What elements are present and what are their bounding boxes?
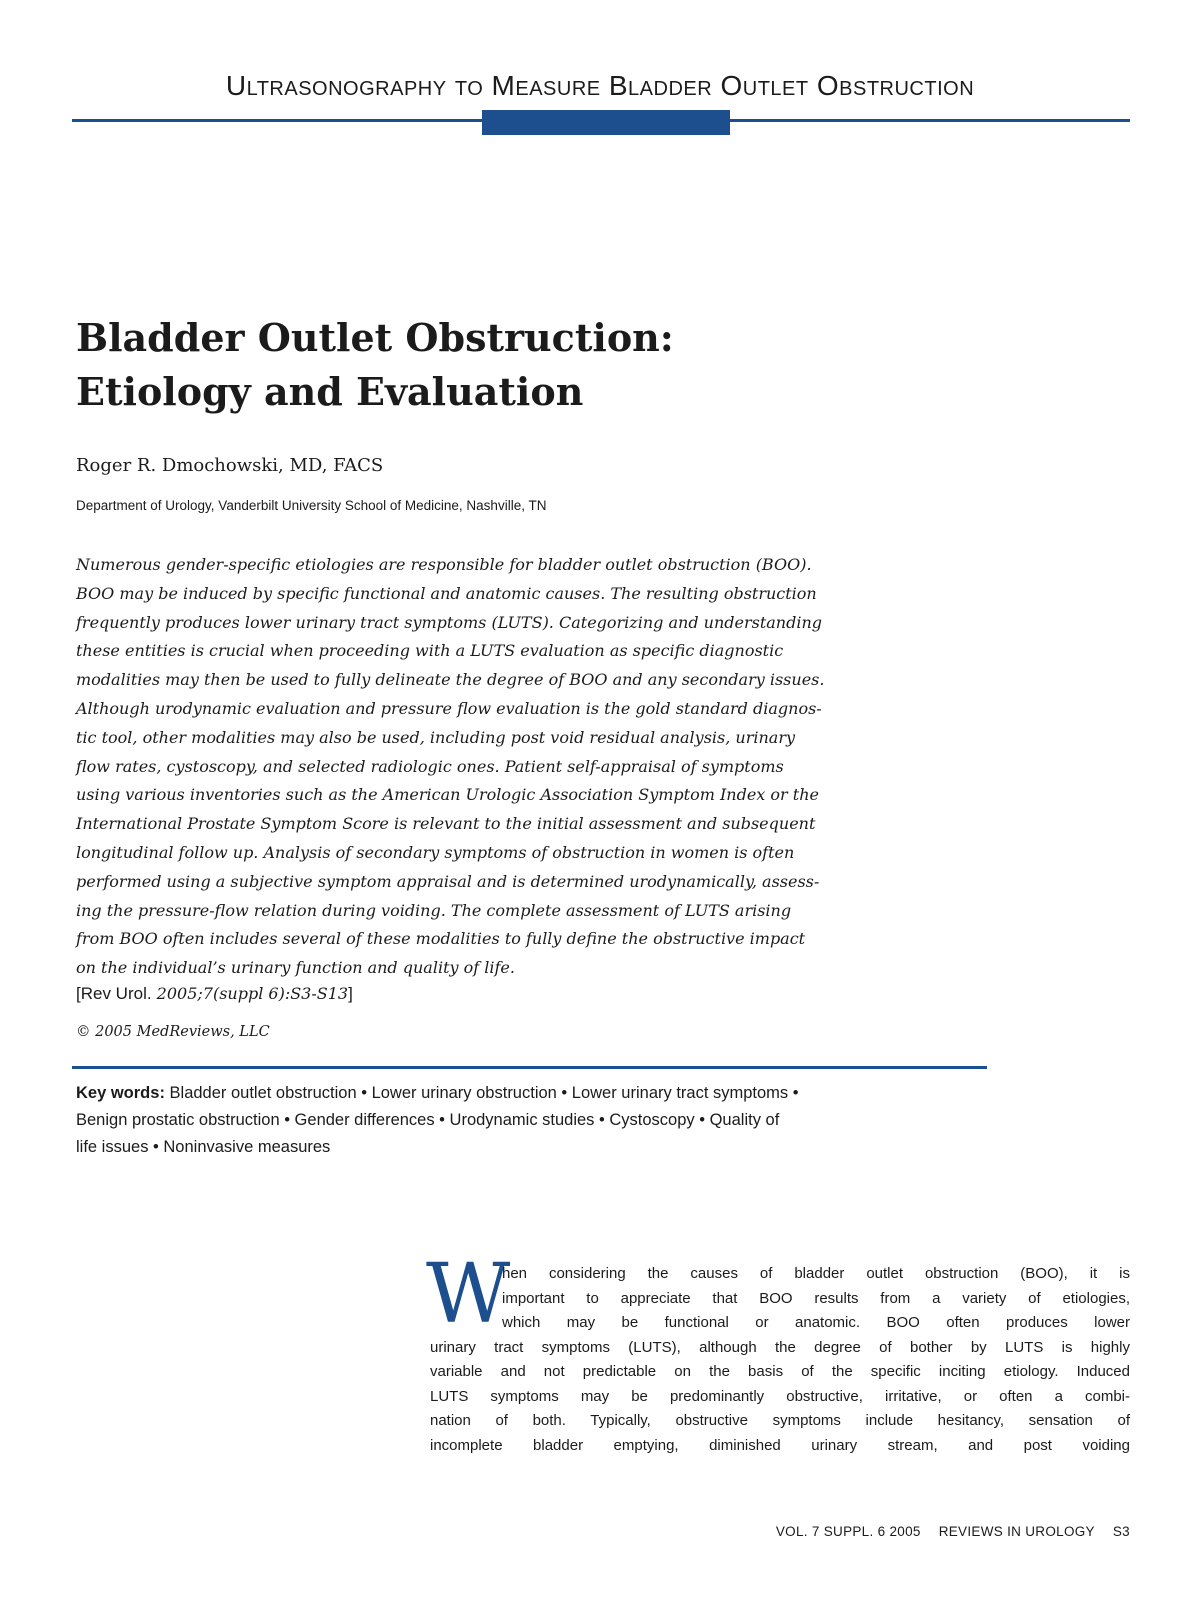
abstract-line: Although urodynamic evaluation and pressure flow evaluation is the gold standard diagnos-: [76, 698, 822, 718]
title-line-1: Bladder Outlet Obstruction:: [76, 315, 674, 360]
abstract-line: tic tool, other modalities may also be used, including post void residual analysis, urinary: [76, 727, 795, 747]
abstract-line: frequently produces lower urinary tract symptoms (LUTS). Categorizing and understanding: [76, 612, 823, 632]
abstract-line: performed using a subjective symptom appraisal and is determined urodynamically, assess-: [76, 871, 820, 891]
abstract-line: Numerous gender-specific etiologies are responsible for bladder outlet obstruction (BOO).: [76, 555, 812, 574]
body-line: variable and not predictable on the basis of the specific inciting etiology. Induced: [430, 1363, 1130, 1380]
abstract-line: modalities may then be used to fully delineate the degree of BOO and any secondary issues.: [76, 670, 825, 690]
body-line: LUTS symptoms may be predominantly obstructive, irritative, or often a combi-: [430, 1387, 1130, 1405]
keywords-line-1: [76, 1080, 986, 1107]
citation-open: [Rev Urol.: [76, 984, 152, 1003]
footer-journal: REVIEWS IN UROLOGY: [938, 1524, 1095, 1539]
keywords-line-2: Benign prostatic obstruction • Gender differences • Urodynamic studies • Cystoscopy • Quality of: [76, 1111, 780, 1129]
abstract-line: from BOO often includes several of these modalities to fully define the obstructive impact: [76, 929, 806, 949]
keywords: [76, 1080, 986, 1161]
footer-page-number: S3: [1112, 1524, 1130, 1539]
abstract-line: ing the pressure-flow relation during voiding. The complete assessment of LUTS arising: [76, 900, 792, 920]
citation-close: ]: [348, 984, 353, 1003]
body-line: important to appreciate that BOO results from a variety of etiologies,: [502, 1289, 1130, 1307]
body-line: which may be functional or anatomic. BOO often produces lower: [502, 1314, 1130, 1331]
abstract: [76, 551, 986, 983]
page-footer: [758, 1524, 1130, 1539]
affiliation: Department of Urology, Vanderbilt University School of Medicine, Nashville, TN: [76, 498, 547, 513]
keywords-line-3: life issues • Noninvasive measures: [76, 1138, 331, 1156]
keywords-label: Key words:: [76, 1084, 165, 1102]
abstract-line: on the individual’s urinary function and quality of life.: [76, 958, 515, 978]
drop-cap: W: [426, 1247, 511, 1342]
abstract-line: flow rates, cystoscopy, and selected radiologic ones. Patient self-appraisal of symptoms: [76, 756, 784, 776]
citation-ref: 2005;7(suppl 6):S3-S13: [151, 984, 349, 1003]
body-line: nation of both. Typically, obstructive symptoms include hesitancy, sensation of: [430, 1412, 1130, 1429]
author: Roger R. Dmochowski, MD, FACS: [76, 455, 384, 476]
copyright: © 2005 MedReviews, LLC: [76, 1024, 270, 1040]
footer-volume: VOL. 7 SUPPL. 6 2005: [775, 1524, 921, 1539]
body-line: incomplete bladder emptying, diminished urinary stream, and post voiding: [430, 1436, 1130, 1454]
title-line-2: Etiology and Evaluation: [76, 369, 584, 414]
abstract-line: longitudinal follow up. Analysis of secondary symptoms of obstruction in women is often: [76, 842, 795, 862]
abstract-line: International Prostate Symptom Score is relevant to the initial assessment and subsequent: [76, 814, 816, 834]
citation: [76, 984, 353, 1004]
keywords-text: Bladder outlet obstruction • Lower urinary obstruction • Lower urinary tract symptoms •: [164, 1084, 799, 1102]
body-line: hen considering the causes of bladder outlet obstruction (BOO), it is: [502, 1265, 1130, 1282]
body-text: [430, 1262, 1130, 1458]
running-head: Ultrasonography to Measure Bladder Outlet Obstruction: [225, 70, 975, 101]
abstract-line: using various inventories such as the American Urologic Association Symptom Index or the: [76, 785, 819, 805]
article-title: [76, 311, 976, 419]
abstract-line: BOO may be induced by specific functional and anatomic causes. The resulting obstruction: [76, 583, 817, 603]
header-accent-block: [482, 110, 730, 135]
keywords-rule: [72, 1066, 987, 1069]
body-line: urinary tract symptoms (LUTS), although the degree of bother by LUTS is highly: [430, 1338, 1130, 1356]
abstract-line: these entities is crucial when proceeding with a LUTS evaluation as specific diagnostic: [76, 641, 784, 661]
